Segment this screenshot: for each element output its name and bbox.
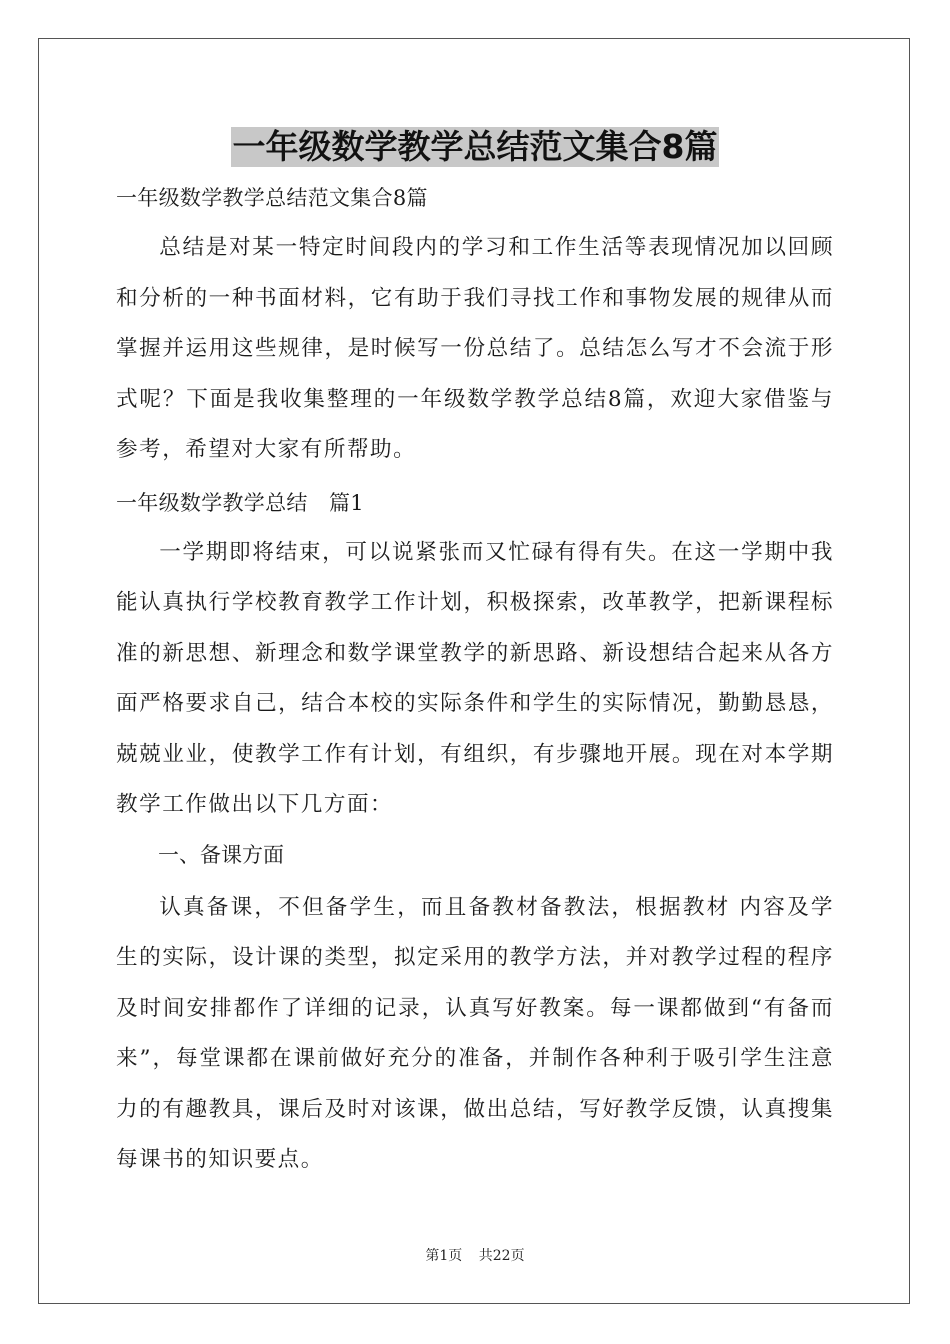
document-body: [116, 180, 834, 1186]
page-footer: [0, 1247, 950, 1265]
section-heading: 一年级数学教学总结 篇1: [116, 490, 364, 515]
subsection-paragraph: 认真备课，不但备学生，而且备教材备教法，根据教材 内容及学生的实际，设计课的类型，拟定采用的教学方法，并对教学过程的程序及时间安排都作了详细的记录，认真写好教案。每一课都做到“有备而来”，每堂课都在课前做好充分的准备，并制作各种利于吸引学生注意力的有趣教具，课后及时对该课，做出总结，写好教学反馈，认真搜集每课书的知识要点。: [116, 894, 834, 1172]
title-container: [0, 127, 950, 167]
page-total: 共22页: [478, 1248, 525, 1264]
document-title: 一年级数学教学总结范文集合8篇: [232, 127, 718, 166]
document-subtitle: 一年级数学教学总结范文集合8篇: [116, 186, 428, 210]
intro-paragraph: 总结是对某一特定时间段内的学习和工作生活等表现情况加以回顾和分析的一种书面材料，它有助于我们寻找工作和事物发展的规律从而掌握并运用这些规律，是时候写一份总结了。总结怎么写才不会流于形式呢？下面是我收集整理的一年级数学教学总结8篇，欢迎大家借鉴与参考，希望对大家有所帮助。: [116, 235, 834, 462]
subsection-heading: 一、备课方面: [158, 842, 284, 867]
section-paragraph: 一学期即将结束，可以说紧张而又忙碌有得有失。在这一学期中我能认真执行学校教育教学工作计划，积极探索，改革教学，把新课程标准的新思想、新理念和数学课堂教学的新思路、新设想结合起来从各方面严格要求自己，结合本校的实际条件和学生的实际情况，勤勤恳恳，兢兢业业，使教学工作有计划，有组织，有步骤地开展。现在对本学期教学工作做出以下几方面：: [116, 539, 834, 817]
page-number: 第1页: [425, 1248, 463, 1264]
